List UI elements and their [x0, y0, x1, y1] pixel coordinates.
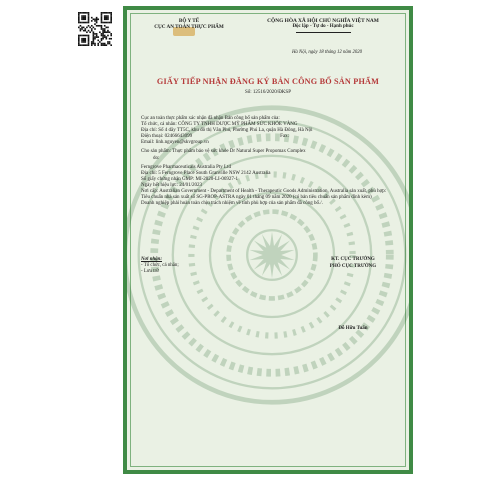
signer-name: Đỗ Hữu Tuấn	[338, 326, 368, 331]
qr-code	[78, 12, 112, 46]
recipients-heading: Nơi nhận:	[141, 257, 162, 262]
certificate-document	[123, 6, 413, 474]
signer-role: KT. CỤC TRƯỞNG	[331, 257, 375, 262]
fax: Fax:	[280, 134, 289, 140]
product-name: Cho sản phẩm: Thực phẩm bảo vệ sức khỏe Dr Natural Super Propomax Complex	[141, 149, 306, 155]
phone: Điện thoại: 02466643099	[141, 134, 193, 140]
issue-date: Hà Nội, ngày 18 tháng 12 năm 2020	[291, 50, 363, 55]
recipients	[141, 257, 179, 276]
issuing-agency	[141, 18, 237, 30]
gmp-number: Số giấy chứng nhận GMP: MI-2020-LI-06927-1	[141, 176, 239, 182]
ministry-name: BỘ Y TẾ	[178, 18, 200, 24]
manufacturer: Ferngrove Pharmaceuticals Australia Pty Ltd	[141, 164, 231, 170]
recipient-item: - Lưu trữ	[141, 269, 159, 275]
manufacturer-address: Địa chỉ: 5 Ferngrove Place South Granville NSW 2142 Australia	[141, 170, 271, 176]
org-address: Địa chỉ: Số 4 dãy TT5C, khu đô thị Văn Phú, Phường Phú La, quận Hà Đông, Hà Nội	[141, 128, 313, 134]
motto-underline	[296, 32, 351, 33]
national-heading	[243, 18, 403, 33]
made-by-label: do:	[153, 155, 160, 161]
national-motto: Độc lập - Tự do - Hạnh phúc	[292, 24, 354, 30]
document-title: GIẤY TIẾP NHẬN ĐĂNG KÝ BẢN CÔNG BỐ SẢN PHẨM	[156, 77, 380, 86]
recipient-item: - Tổ chức, cá nhân;	[141, 263, 179, 269]
document-body	[141, 116, 403, 207]
standard: Tiêu chuẩn nhà sản xuất số SG-PROP-ASTRA ngày 01 tháng 09 năm 2020 (có bản tiêu chuẩn sản phẩm đính kèm)	[141, 195, 372, 201]
responsibility-statement: Doanh nghiệp phải hoàn toàn chịu trách nhiệm về tính phù hợp của sản phẩm đã công bố./.	[141, 201, 323, 207]
intro-text: Cục an toàn thực phẩm xác nhận đã nhận Bản công bố sản phẩm của:	[141, 116, 280, 121]
document-number: Số: 12516/2020/ĐKSP	[245, 90, 291, 95]
signer-title: PHÓ CỤC TRƯỞNG	[329, 263, 377, 269]
organization: Tổ chức, cá nhân: CÔNG TY TNHH DƯỢC MỸ PHẨM SỨC KHỎE VÀNG	[141, 122, 298, 128]
country-name: CỘNG HÒA XÃ HỘI CHỦ NGHĨA VIỆT NAM	[267, 18, 379, 24]
email: Email: linh.nguyen@skvgroup.vn	[141, 140, 209, 146]
issuing-authority: Nơi cấp: Australian Government - Department of Health - Therapeutic Goods Administration, Australia sản xuất, phù hợp:	[141, 189, 387, 195]
signer-block	[303, 257, 403, 270]
expiry-date: Ngày hết hiệu lực: 24/01/2023	[141, 182, 203, 188]
agency-name: CỤC AN TOÀN THỰC PHẨM	[154, 24, 224, 31]
